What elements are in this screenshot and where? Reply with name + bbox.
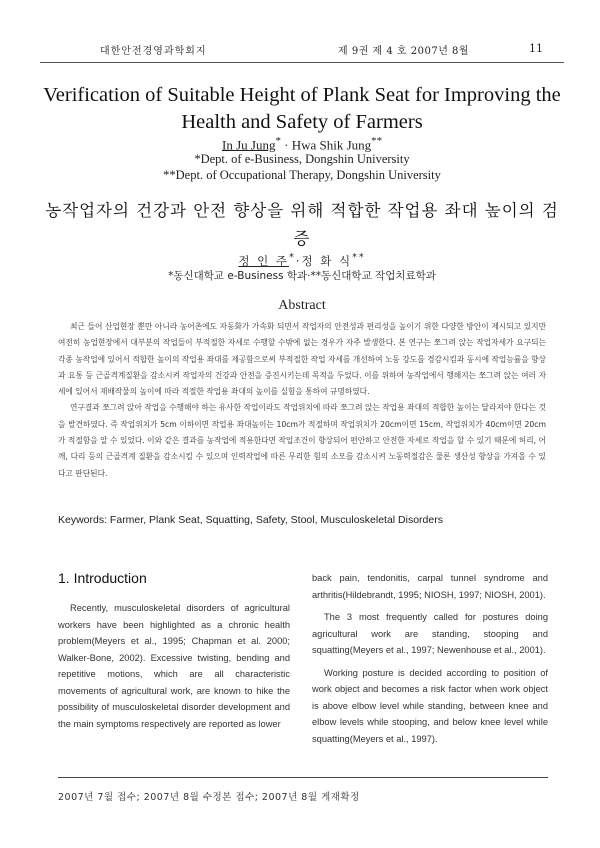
abstract-paragraph-1: 최근 들어 산업현장 뿐만 아니라 농어촌에도 자동화가 가속화 되면서 작업자의 안전성과 편리성을 높이기 위한 다양한 방안이 제시되고 있지만 여전히 농업현장에서 대부분의 작업들이 부적절한 자세로 수행할 수밖에 없는 경우가 자주 발생한다. 본 연구는 쪼그려 앉는 작업자세가 요구되는 각종 농작업에 있어서 적합한 높이의 작업용 좌대를 제공함으로써 부적절한 작업 자세를 개선하여 노동 강도를 경감시킴과 동시에 작업능률을 향상과 요통 등 근골격계질환을 감소시켜 작업자의 건강과 안전을 증진시키는데 목적을 두었다. 이를 위하여 농작업에서 행해지는 쪼그려 앉는 여러 자세에 있어서 재배작물의 높이에 따라 적절한 작업용 좌대의 높이를 실험을 통하여 규명하였다. (58, 322, 546, 397)
submission-dates: 2007년 7월 접수; 2007년 8월 수정본 접수; 2007년 8월 게재확정 (58, 792, 360, 803)
author-1-korean: 정 인 주 (238, 253, 289, 268)
volume-issue: 제 9권 제 4 호 2007년 8월 (338, 46, 470, 57)
footer-rule (58, 777, 548, 778)
intro-paragraph-3: Working posture is decided according to position of work object and becomes a risk factor when work object is above elbow level while standing, between knee and elbow levels while stooping, and below knee level while squatting(Meyers et al., 1997). (312, 667, 548, 744)
keywords: Keywords: Farmer, Plank Seat, Squatting, Safety, Stool, Musculoskeletal Disorders (58, 514, 443, 526)
affiliation-1: *Dept. of e-Business, Dongshin University (194, 152, 410, 166)
abstract-paragraph-2: 연구결과 쪼그려 앉아 작업을 수행해야 하는 유사한 작업이라도 작업위치에 따라 쪼그려 앉는 작업용 좌대의 적합한 높이는 달라져야 한다는 것을 발견하였다. 즉 작업위치가 5cm 이하이면 작업용 좌대높이는 10cm가 적절하며 작업위치가 20cm이면 15cm, 작업위치가 40cm이면 20cm가 적절함을 알 수 있었다. 이와 같은 결과를 농작업에 적용한다면 작업조건이 향상되어 편안하고 안전한 자세로 작업을 할 수 있기 때문에 허리, 어깨, 다리 등의 근골격계 질환을 감소시킬 수 있으며 인력작업에 따른 무리한 힘의 소모를 감소시켜 노동력절감은 물론 생산성 향상을 가져올 수 있다고 판단된다. (58, 403, 546, 478)
author-2: Hwa Shik Jung (291, 137, 372, 153)
author-2-korean: 정 화 식 (301, 253, 353, 268)
author-korean-separator: · (295, 253, 302, 268)
section-heading-introduction: 1. Introduction (58, 570, 147, 586)
intro-paragraph-2: The 3 most frequently called for postures doing agricultural work are standing, stooping and squatting(Meyers et al., 1997; Newenhouse et al., 2001). (312, 612, 548, 655)
author-1-mark: * (275, 135, 281, 147)
author-2-korean-mark: ** (352, 252, 366, 263)
abstract-body (58, 319, 546, 482)
affiliation-2: **Dept. of Occupational Therapy, Dongshin University (163, 168, 441, 182)
authors-english (40, 135, 564, 153)
intro-paragraph-1: Recently, musculoskeletal disorders of agricultural workers have been highlighted as a chronic health problem(Meyers et al., 1995; Chapman et al. 2000; Walker-Bone, 2002). Excessive twisting, bending and repetitive motions, which are all characteristic movements of agricultural work, are known to hike the possibility of musculoskeletal disorder development and the main symptoms respectively are reported as lower (58, 603, 290, 729)
author-1: In Ju Jung (222, 137, 276, 153)
left-column (58, 600, 290, 738)
author-2-mark: ** (371, 135, 382, 147)
author-1-korean-mark: * (288, 252, 296, 263)
intro-paragraph-1-continued: back pain, tendonitis, carpal tunnel syndrome and arthritis(Hildebrandt, 1995; NIOSH, 1997; NIOSH, 2001). (312, 573, 548, 600)
header-rule (40, 62, 564, 63)
affiliation-korean: *동신대학교 e-Business 학과·**동신대학교 작업치료학과 (168, 270, 436, 282)
author-separator: · (280, 137, 292, 153)
paper-title-korean: 농작업자의 건강과 안전 향상을 위해 적합한 작업용 좌대 높이의 검증 (45, 201, 559, 248)
paper-title-english: Verification of Suitable Height of Plank Seat for Improving the Health and Safety of Farmers (43, 84, 561, 133)
page-number: 11 (529, 42, 543, 55)
abstract-heading: Abstract (278, 298, 326, 313)
right-column (312, 570, 548, 753)
authors-korean (40, 252, 564, 269)
journal-name: 대한안전경영과학회지 (100, 46, 207, 57)
